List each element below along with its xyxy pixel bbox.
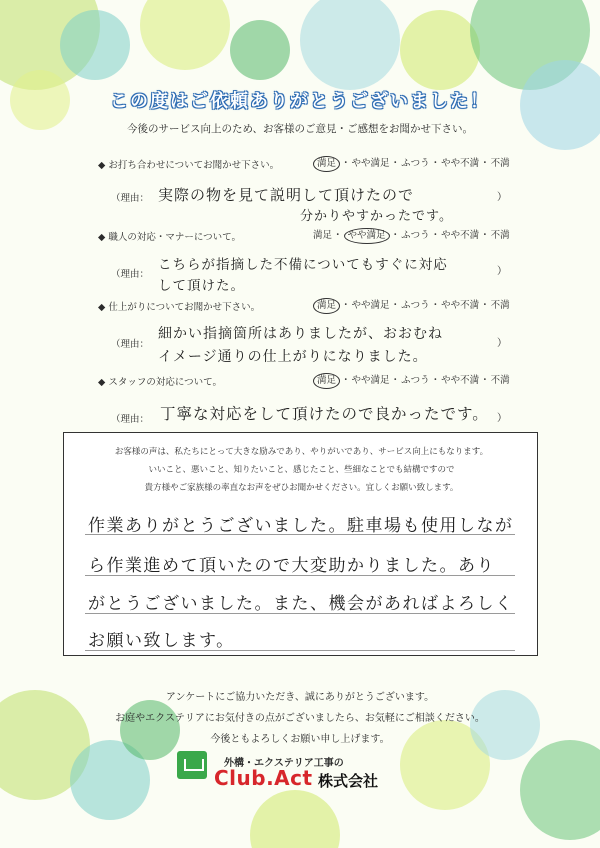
rating-option[interactable]: 満足 bbox=[313, 230, 333, 241]
reason-label: （理由： bbox=[111, 193, 150, 204]
rating-options-q2 bbox=[313, 227, 510, 244]
rating-option-selected[interactable]: やや満足 bbox=[344, 228, 390, 244]
handwritten-reason-line: 丁寧な対応をして頂けたので良かったです。 bbox=[160, 405, 489, 423]
voice-intro-line: いいこと、悪いこと、知りたいこと、感じたこと、些細なことでも結構ですので bbox=[148, 465, 455, 475]
handwritten-reason-line: して頂けた。 bbox=[158, 278, 245, 294]
rating-option[interactable]: やや満足 bbox=[351, 375, 390, 386]
handwritten-reason-line: こちらが指摘した不備についてもすぐに対応 bbox=[158, 257, 448, 273]
option-separator: ・ bbox=[390, 300, 401, 311]
option-separator: ・ bbox=[480, 300, 490, 311]
rating-option[interactable]: ふつう bbox=[401, 375, 430, 386]
rating-option[interactable]: ふつう bbox=[401, 230, 430, 241]
handwritten-reason-line: 実際の物を見て説明して頂けたので bbox=[158, 186, 415, 204]
option-separator: ・ bbox=[341, 375, 351, 386]
rating-option[interactable]: 不満 bbox=[490, 375, 510, 386]
question-meeting: ◆ お打ち合わせについてお聞かせ下さい。 bbox=[98, 160, 280, 171]
option-separator: ・ bbox=[430, 230, 441, 241]
rating-option[interactable]: 不満 bbox=[490, 300, 510, 311]
page-title: この度はご依頼ありがとうございました！ bbox=[110, 91, 490, 112]
footer-thanks: アンケートにご協力いただき、誠にありがとうございます。 bbox=[165, 692, 435, 703]
footer-consult: お庭やエクステリアにお気付きの点がございましたら、お気軽にご相談ください。 bbox=[115, 713, 485, 724]
rating-option[interactable]: 不満 bbox=[490, 158, 510, 169]
question-craftsman: ◆ 職人の対応・マナーについて。 bbox=[98, 232, 241, 243]
rating-option[interactable]: やや不満 bbox=[441, 375, 480, 386]
rating-options-q4 bbox=[313, 372, 510, 389]
rating-option[interactable]: やや満足 bbox=[351, 300, 390, 311]
rating-option[interactable]: 不満 bbox=[490, 230, 510, 241]
option-separator: ・ bbox=[341, 300, 351, 311]
rating-option[interactable]: やや満足 bbox=[351, 158, 390, 169]
logo-name: Club.Act bbox=[214, 766, 313, 790]
rating-option[interactable]: やや不満 bbox=[441, 230, 480, 241]
paren-close: ） bbox=[497, 266, 507, 277]
voice-intro-line: 貴方様やご家族様の率直なお声をぜひお聞かせください。宜しくお願い致します。 bbox=[144, 483, 459, 493]
rating-options-q3 bbox=[313, 297, 510, 314]
question-staff: ◆ スタッフの対応について。 bbox=[98, 377, 222, 388]
option-separator: ・ bbox=[430, 300, 441, 311]
option-separator: ・ bbox=[480, 158, 490, 169]
handwritten-comment-line: お願い致します。 bbox=[88, 631, 235, 651]
option-separator: ・ bbox=[390, 375, 401, 386]
rating-option[interactable]: やや不満 bbox=[441, 300, 480, 311]
handwritten-comment-line: 作業ありがとうございました。駐車場も使用しなが bbox=[88, 516, 514, 536]
option-separator: ・ bbox=[390, 230, 401, 241]
voice-intro-line: お客様の声は、私たちにとって大きな励みであり、やりがいであり、サービス向上にもなります。 bbox=[114, 447, 489, 457]
rating-option[interactable]: ふつう bbox=[401, 300, 430, 311]
reason-label: （理由： bbox=[111, 414, 150, 425]
paren-close: ） bbox=[497, 413, 507, 424]
rating-option-selected[interactable]: 満足 bbox=[313, 298, 340, 314]
handwritten-reason-line: 分かりやすかったです。 bbox=[300, 209, 453, 224]
logo-company: 株式会社 bbox=[318, 772, 379, 790]
customer-voice-box bbox=[63, 432, 538, 656]
reason-label: （理由： bbox=[111, 269, 150, 280]
intro-text: 今後のサービス向上のため、お客様のご意見・ご感想をお聞かせ下さい。 bbox=[126, 123, 474, 135]
option-separator: ・ bbox=[333, 230, 343, 241]
option-separator: ・ bbox=[341, 158, 351, 169]
handwritten-comment-line: がとうございました。また、機会があればよろしく bbox=[88, 594, 514, 614]
option-separator: ・ bbox=[430, 158, 441, 169]
option-separator: ・ bbox=[480, 375, 490, 386]
rating-option-selected[interactable]: 満足 bbox=[313, 156, 340, 172]
option-separator: ・ bbox=[430, 375, 441, 386]
handwritten-reason-line: イメージ通りの仕上がりになりました。 bbox=[158, 349, 428, 365]
paren-close: ） bbox=[497, 192, 507, 203]
rating-options-q1 bbox=[313, 155, 510, 172]
reason-label: （理由： bbox=[111, 339, 150, 350]
question-finish: ◆ 仕上がりについてお聞かせ下さい。 bbox=[98, 302, 261, 313]
handwritten-comment-line: ら作業進めて頂いたので大変助かりました。あり bbox=[88, 556, 495, 576]
rating-option-selected[interactable]: 満足 bbox=[313, 373, 340, 389]
paren-close: ） bbox=[497, 338, 507, 349]
option-separator: ・ bbox=[390, 158, 401, 169]
logo-subtitle: 外構・エクステリア工事の bbox=[224, 758, 344, 769]
rating-option[interactable]: やや不満 bbox=[441, 158, 480, 169]
rating-option[interactable]: ふつう bbox=[401, 158, 430, 169]
house-logo-icon bbox=[177, 751, 207, 779]
footer-regards: 今後ともよろしくお願い申し上げます。 bbox=[210, 734, 390, 745]
option-separator: ・ bbox=[480, 230, 490, 241]
handwritten-reason-line: 細かい指摘箇所はありましたが、おおむね bbox=[158, 326, 443, 342]
